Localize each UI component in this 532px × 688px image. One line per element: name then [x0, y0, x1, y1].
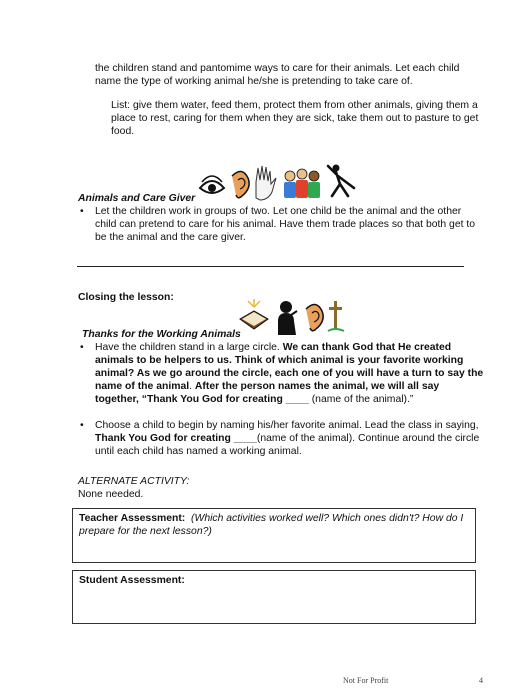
children-group-icon [284, 169, 320, 198]
student-assessment-box[interactable] [72, 570, 476, 624]
list-line-2: place to rest, caring for them when they are sick, take them out to pasture to get [111, 113, 479, 124]
list-line-3: food. [111, 126, 135, 137]
alternate-heading: ALTERNATE ACTIVITY: [78, 476, 190, 487]
page-number: 4 [479, 676, 483, 685]
intro-line-2: name the type of working animal he/she is pretending to take care of. [95, 76, 413, 87]
bullet: • [80, 420, 84, 431]
bold-text: We can thank God that He created [282, 342, 452, 353]
caregiver-heading: Animals and Care Giver [78, 193, 196, 204]
closing-bullet2-line-3: until each child has named a working animal. [95, 446, 302, 457]
student-assessment-label: Student Assessment: [79, 575, 185, 586]
closing-bullet1-line-2: animals to be helpers to us. Think of which animal is your favorite working [95, 355, 464, 366]
teacher-assessment-label: Teacher Assessment: [79, 513, 186, 524]
section-divider [77, 266, 464, 267]
bible-icon [240, 299, 268, 329]
caregiver-line-2: child can pretend to care for his animal. Have them trade places so that both get to [95, 219, 476, 230]
closing-bullet1-line-4 [95, 380, 439, 393]
hand-icon [256, 166, 276, 200]
stretching-person-icon [328, 165, 354, 197]
ear-icon [306, 304, 323, 330]
teacher-assessment-line-1 [79, 512, 463, 525]
plain-text: . [189, 381, 195, 392]
teacher-assessment-line-2: prepare for the next lesson?) [79, 526, 212, 537]
teacher-assessment-box[interactable] [72, 508, 476, 563]
alternate-text: None needed. [78, 489, 144, 500]
cross-icon [328, 301, 344, 331]
plain-text: Have the children stand in a large circle. [95, 342, 283, 353]
closing-bullet1-line-1 [95, 341, 451, 354]
caregiver-line-3: be the animal and the care giver. [95, 232, 246, 243]
ear-icon [232, 171, 249, 197]
teacher-assessment-prompt: (Which activities worked well? Which ones didn't? How do I [191, 513, 464, 524]
caregiver-icon-row [198, 162, 360, 204]
closing-bullet2-line-2 [95, 432, 479, 445]
closing-subheading: Thanks for the Working Animals [82, 329, 241, 340]
bullet: • [80, 342, 84, 353]
praying-child-icon [278, 301, 297, 335]
footer-text: Not For Profit [343, 676, 389, 685]
bold-text: name of the animal [95, 381, 190, 392]
list-line-1: List: give them water, feed them, protect them from other animals, giving them a [111, 100, 478, 111]
closing-bullet2-line-1: Choose a child to begin by naming his/her favorite animal. Lead the class in saying, [95, 420, 479, 431]
bold-text: Thank You God for creating ____ [95, 433, 257, 444]
closing-bullet1-line-5 [95, 393, 413, 406]
plain-text: (name of the animal). Continue around the circle [256, 433, 480, 444]
eye-icon [200, 176, 224, 193]
closing-heading: Closing the lesson: [78, 292, 174, 303]
bullet: • [80, 206, 84, 217]
intro-line-1: the children stand and pantomime ways to care for their animals. Let each child [95, 63, 460, 74]
bold-text: After the person names the animal, we will all say [194, 381, 440, 392]
plain-text: (name of the animal).” [308, 394, 414, 405]
closing-bullet1-line-3: animal? As we go around the circle, each one of you will have a turn to say the [95, 368, 484, 379]
bold-text: together, “Thank You God for creating ____ [95, 394, 309, 405]
caregiver-line-1: Let the children work in groups of two. Let one child be the animal and the other [95, 206, 462, 217]
closing-icon-row [238, 297, 350, 337]
